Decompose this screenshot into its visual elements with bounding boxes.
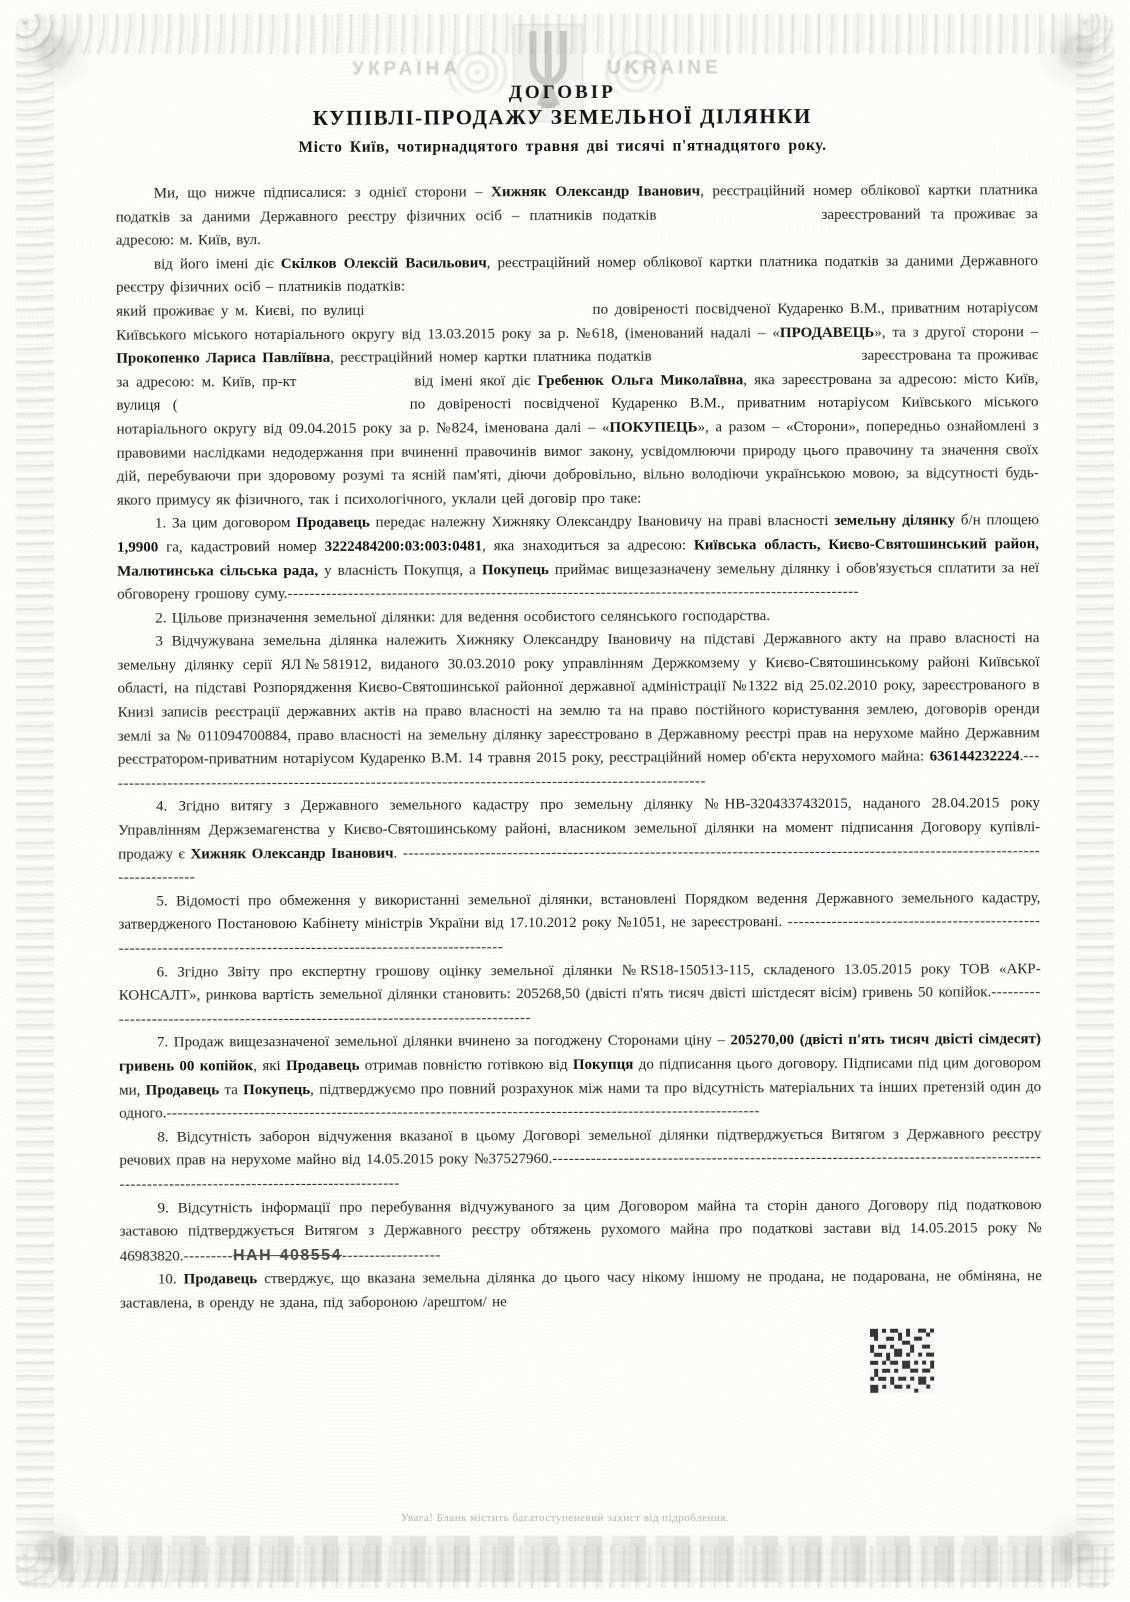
place-and-date-line: Місто Київ, чотирнадцятого травня дві тисячі п'ятнадцятого року.	[298, 136, 827, 157]
dash-fill-line: ---------	[183, 1247, 233, 1265]
dash-fill-line: ------------------------------------------------------------------------------------	[118, 984, 1041, 1028]
dash-fill-line: --------------------------------------------------------------------------------------------------------------------	[118, 913, 1041, 957]
blank-field-gap	[365, 312, 593, 315]
contract-paragraph: 2. Цільове призначення земельної ділянки: для ведення особистого селянського господарства.	[155, 607, 771, 627]
contract-paragraph: 7. Продаж вищезазначеної земельної ділянки вчинено за погоджену Сторонами ціну – 205270,00 (двісті п'ять тисяч двісті сімдесят) гривень 00 копійок, які Продавець отримав повністю готівкою від Покупця до підписання цього договору. Підписами під цим договором ми, Продавець та Покупець, підтверджуємо про повний розрахунок між нами та про відсутність матеріальних та інших претензій один до одного.------------------------------------------------------------------------------------------------------------	[118, 1031, 1042, 1122]
document-title: ДОГОВІР	[508, 81, 616, 104]
contract-paragraph: 9. Відсутність інформації про перебування відчужуваного за цим Договором майна та сторін даного Договору під податковою заставою підтверджується Витягом з Державного реєстру обтяжень рухомого майна про податкові застави від 14.05.2015 року № 46983820.---------НАН 408554------------------	[119, 1196, 1042, 1265]
watermark-ukraina-text: УКРАЇНА	[352, 58, 462, 80]
contract-paragraph: 1. За цим договором Продавець передає належну Хижняку Олександру Івановичу на праві власності земельну ділянку б/н площею 1,9900 га, кадастровий номер 3222484200:03:003:0481, яка знаходиться за адресою: Київська область, Києво-Святошинський район, Малютинська сільська рада, у власність Покупця, а Покупець приймає вищезазначену земельну ділянку і обов'язується сплатити за неї обговорену грошову суму.--------------------------------------------------------------------------------------------------------	[116, 512, 1040, 603]
contract-paragraph: 5. Відомості про обмеження у використанні земельної ділянки, встановлені Порядком ведення Державного земельного кадастру, затвердженого Постановою Кабінету міністрів України від 17.10.2012 року №1051, не зареєстровані. --------------------------------------------------------------------------------------------------------------------	[118, 889, 1041, 957]
dash-fill-line: ------------------	[341, 1247, 441, 1264]
contract-paragraph: від його імені діє Скілков Олексій Васильович, реєстраційний номер облікової картки платника податків за даними Державного реєстру фізичних осіб – платників податків: який проживає у м. Києві, по вулиці по довіреності посвідченої Кударенко В.М., приватним нотаріусом Київського міського нотаріального округу від 13.03.2015 року за р. №618, (іменований надалі – «ПРОДАВЕЦЬ», та з другої сторони – Прокопенко Лариса Павліївна, реєстраційний номер картки платника податків зареєстрована та проживає за адресою: м. Київ, пр-кт від імені якої діє Гребенюк Ольга Миколаївна, яка зареєстрована за адресою: місто Київ, вулиця ( по довіреності посвідченої Кударенко В.М., приватним нотаріусом Київського міського нотаріального округу від 09.04.2015 року за р. №824, іменована далі – «ПОКУПЕЦЬ», а разом – «Сторони», попередньо ознайомлені з правовими наслідками недодержання при вчиненні правочинів вимог закону, усвідомлюючи природу цього правочину та значення своїх дій, перебуваючи при здоровому розумі та ясній пам'яті, діючи добровільно, вільно володіючи українською мовою, за відсутності будь-якого примусу як фізичного, так і психологічного, уклали цей договір про таке:	[116, 252, 1039, 509]
contract-paragraph: 4. Згідно витягу з Державного земельного кадастру про земельну ділянку №НВ-3204337432015, наданого 28.04.2015 року Управлінням Держземагенства у Києво-Святошинському районі, власником земельної ділянки на момент підписання Договору купівлі-продажу є Хижняк Олександр Іванович. ----------------------------------------------------------------------------------------------------------------------------------	[118, 795, 1041, 886]
watermark-ukraine-text: UKRAINE	[607, 57, 722, 79]
blank-field-gap	[656, 217, 821, 220]
dash-fill-line: --------------------------------------------------------------------------------------------------------------	[117, 748, 1040, 792]
document-body	[116, 179, 1042, 1316]
contract-paragraph: 3 Відчужувана земельна ділянка належить Хижняку Олександру Івановичу на підставі Державного акту на право власності на земельну ділянку серії ЯЛ№581912, виданого 30.03.2010 року управлінням Держкомзему у Києво-Святошинському районі Київської області, на підставі Розпорядження Києво-Святошинської районної державної адміністрації №1322 від 25.02.2010 року, зареєстрованого в Книзі записів реєстрації державних актів на право власності на землю та на право постійного користування землею, договорів оренди землі за № 011094700884, право власності на земельну ділянку зареєстровано в Державному реєстрі прав на нерухоме майно Державним реєстратором-приватним нотаріусом Кударенко В.М. 14 травня 2015 року, реєстраційний номер об'єкта нерухомого майна: 636144232224.--------------------------------------------------------------------------------------------------------------	[117, 630, 1040, 792]
document-subtitle: КУПІВЛІ-ПРОДАЖУ ЗЕМЕЛЬНОЇ ДІЛЯНКИ	[312, 104, 812, 130]
guilloche-security-band	[58, 1536, 1072, 1582]
blank-series-number: НАН 408554	[232, 1246, 342, 1264]
contract-paragraph: 8. Відсутність заборон відчуження вказаної в цьому Договорі земельної ділянки підтверджується Витягом з Державного реєстру речових прав на нерухоме майно від 14.05.2015 року №37527960.--------------------------------------------------------------------------------------------------------------------------------------------	[119, 1125, 1042, 1193]
dash-fill-line: --------------------------------------------------------------------------------------------------------------------------------------------	[119, 1149, 1042, 1193]
dash-fill-line: ------------------------------------------------------------------------------------------------------------	[166, 1103, 760, 1122]
blank-field-gap	[652, 358, 862, 361]
blank-field-gap	[178, 407, 410, 410]
qr-code	[870, 1329, 934, 1393]
dash-fill-line: ----------------------------------------------------------------------------------------------------------------------------------	[118, 842, 1041, 886]
contract-paragraph: 10. Продавець стверджує, що вказана земельна ділянка до цього часу нікому іншому не продана, не подарована, не обміняна, не заставлена, в оренду не здана, під забороною /арештом/ не	[119, 1268, 1042, 1312]
dash-fill-line: --------------------------------------------------------------------------------------------------------	[287, 583, 860, 603]
contract-paragraph: Ми, що нижче підписалися: з однієї сторони – Хижняк Олександр Іванович, реєстраційний номер облікової картки платника податків за даними Державного реєстру фізичних осіб – платників податків зареєстрований та проживає за адресою: м. Київ, вул.	[115, 182, 1038, 249]
blank-field-gap	[296, 383, 414, 385]
security-warning-line: Увага! Бланк містить багатоступеневий захист від підроблення.	[400, 1512, 730, 1524]
contract-paragraph: 6. Згідно Звіту про експертну грошову оцінку земельної ділянки №RS18-150513-115, складеного 13.05.2015 року ТОВ «АКР-КОНСАЛТ», ринкова вартість земельної ділянки становить: 205268,50 (двісті п'ять тисяч двісті шістдесят вісім) гривень 50 копійок.------------------------------------------------------------------------------------	[118, 960, 1041, 1028]
